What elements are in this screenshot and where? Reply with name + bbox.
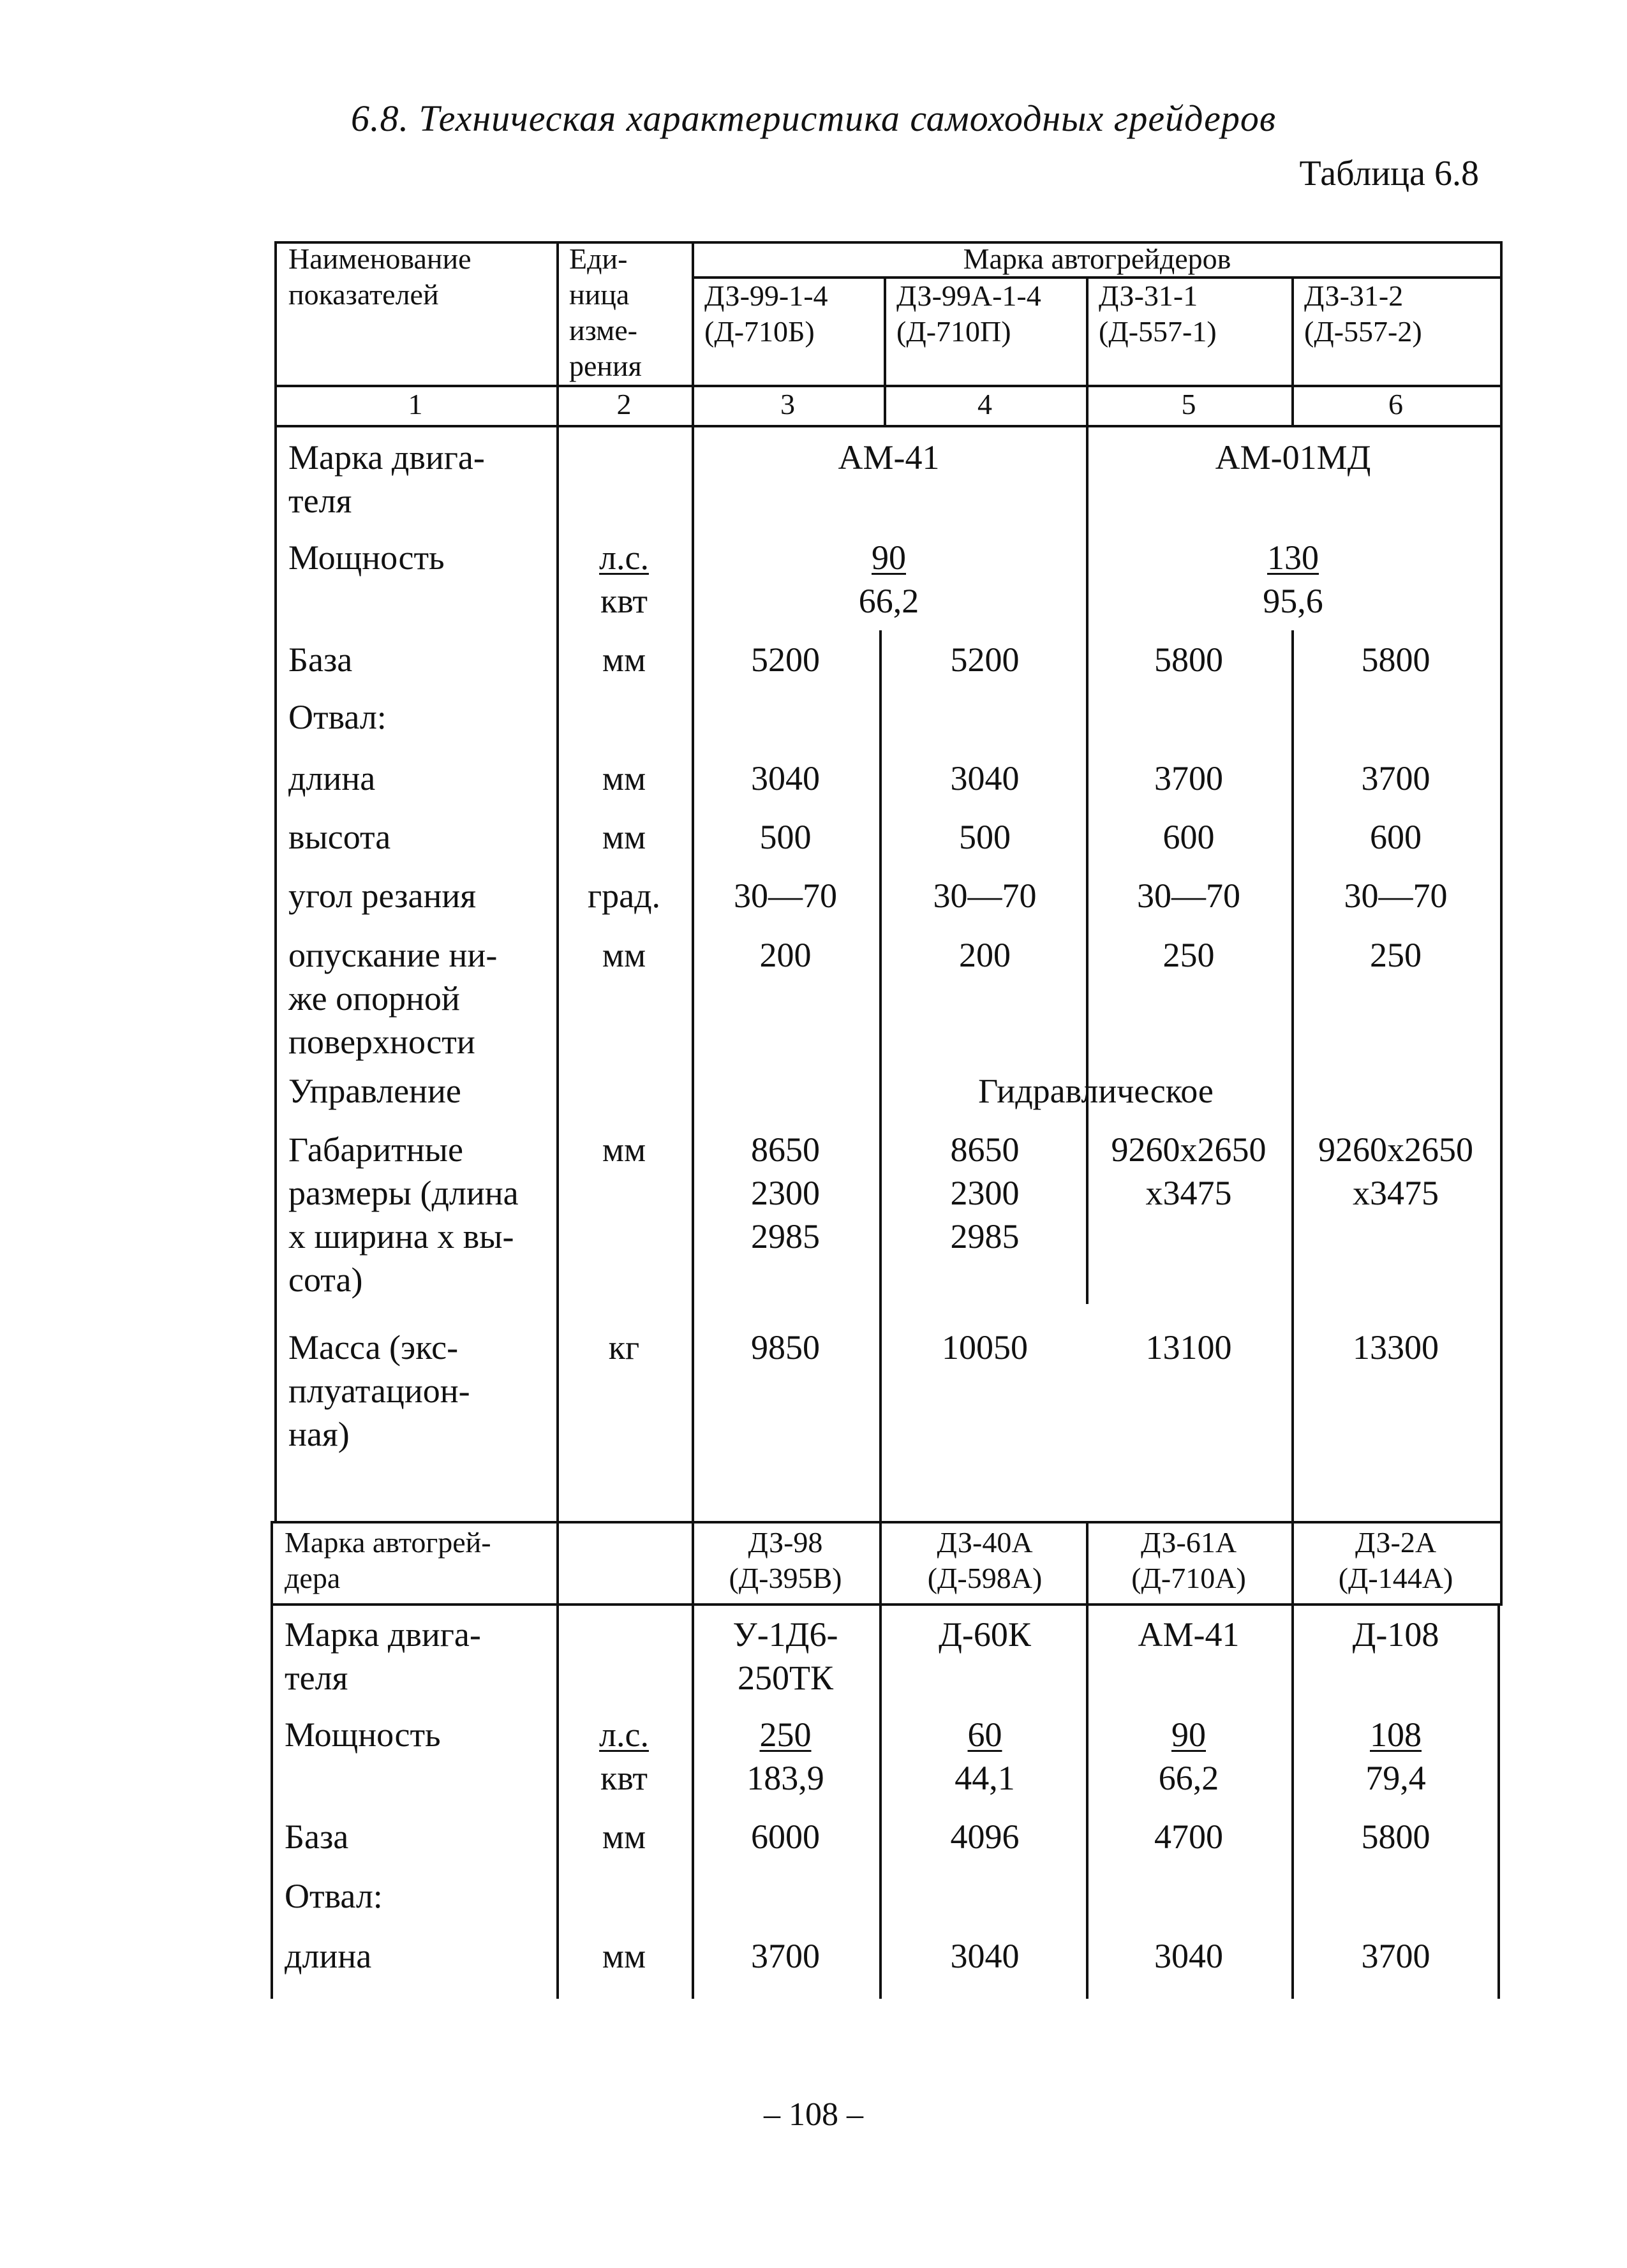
value-cell: АМ-41 [1138,1615,1240,1654]
control-value: Гидравлическое [978,1072,1214,1110]
col-number: 2 [616,388,632,420]
value-cell: 250 [1370,936,1422,974]
header-unit: Еди- ница изме- рения [569,242,642,382]
value-cell: 500 [959,818,1011,856]
unit-cell: мм [602,759,646,797]
rule-section-top [271,1521,1503,1523]
value-cell: 250 [1163,936,1215,974]
row-label-length: длина [285,1937,372,1975]
value-cell: 9260x2650 x3475 [1318,1130,1473,1212]
value-cell: 5800 [1154,641,1223,679]
row-label-lowering: опускание ни- же опорной поверхности [288,936,498,1061]
value-cell: 600 [1370,818,1422,856]
row-label-control: Управление [288,1072,461,1110]
value-cell: ДЗ-98 (Д-395В) [729,1526,842,1594]
value-cell: 6000 [751,1818,820,1856]
value-cell: 3700 [1361,759,1430,797]
value-cell: 13300 [1353,1328,1439,1367]
power-kw: 183,9 [747,1759,824,1797]
table-label: Таблица 6.8 [1299,154,1479,193]
value-cell: 4700 [1154,1818,1223,1856]
value-cell: Д-108 [1352,1615,1439,1654]
col-number: 4 [977,388,992,420]
unit-cell: кг [608,1328,640,1367]
value-cell: 5800 [1361,1818,1430,1856]
row-label-grader-brand: Марка автогрей- дера [285,1526,491,1594]
header-model-2: ДЗ-99А-1-4 (Д-710П) [896,279,1041,348]
row-label-blade: Отвал: [288,698,387,736]
value-cell: ДЗ-40А (Д-598А) [927,1526,1043,1594]
power-kw: 44,1 [955,1759,1015,1797]
row-label-height: высота [288,818,391,856]
col-number: 5 [1181,388,1196,420]
value-cell: ДЗ-61А (Д-710А) [1131,1526,1246,1594]
value-cell: Д-60К [939,1615,1031,1654]
value-cell: 3700 [751,1937,820,1975]
row-label-power: Мощность [285,1716,441,1754]
value-cell: 200 [959,936,1011,974]
row-label-mass: Масса (экс- плуатацион- ная) [288,1328,470,1453]
value-cell: 9260x2650 x3475 [1111,1130,1267,1212]
value-cell: 200 [759,936,812,974]
power-hp-34: 130 [1267,538,1319,577]
value-cell: 4096 [950,1818,1020,1856]
value-cell: 3040 [1154,1937,1223,1975]
unit-kw: квт [600,582,648,620]
table-caption: 6.8. Техническая характеристика самоходных грейдеров [350,98,1277,139]
rule-left-lower [271,1521,273,1999]
row-label-dimensions: Габаритные размеры (длина х ширина х вы- сота) [288,1130,519,1299]
col-number: 1 [408,388,423,420]
unit-cell: мм [602,1130,646,1169]
value-cell: 13100 [1145,1328,1232,1367]
header-name: Наименование показателей [288,242,472,311]
row-label-angle: угол резания [288,877,477,915]
row-label-engine: Марка двига- теля [288,438,485,520]
power-hp: 60 [967,1716,1002,1754]
power-kw-12: 66,2 [858,582,919,620]
value-cell: 30—70 [734,877,837,915]
power-hp: 90 [1171,1716,1206,1754]
value-cell: 5800 [1361,641,1430,679]
row-label-engine: Марка двига- теля [285,1615,481,1697]
value-cell: У-1Д6- 250ТК [732,1615,838,1697]
rule-section-bottom [271,1603,1503,1606]
header-model-4: ДЗ-31-2 (Д-557-2) [1304,279,1422,348]
row-label-blade: Отвал: [285,1877,383,1915]
unit-cell: мм [602,1937,646,1975]
unit-cell: мм [602,936,646,974]
unit-cell: мм [602,1818,646,1856]
row-label-power: Мощность [288,538,445,577]
value-cell: 30—70 [1137,877,1240,915]
engine-value-34: АМ-01МД [1215,438,1371,477]
value-cell: 30—70 [933,877,1037,915]
unit-cell: мм [602,641,646,679]
value-cell: 3040 [950,1937,1020,1975]
value-cell: 3700 [1361,1937,1430,1975]
engine-value-12: АМ-41 [838,438,940,477]
value-cell: ДЗ-2А (Д-144А) [1338,1526,1453,1594]
rule-right [1500,241,1503,1603]
value-cell: 5200 [751,641,820,679]
rule-left [274,241,277,1521]
power-kw: 79,4 [1365,1759,1426,1797]
col-number: 3 [780,388,795,420]
header-brand-group: Марка автогрейдеров [963,242,1231,275]
value-cell: 3040 [751,759,820,797]
page-number: – 108 – [764,2096,863,2133]
rule-colnum-bottom [274,425,1503,427]
col-number: 6 [1388,388,1403,420]
spec-table [274,241,1503,1999]
value-cell: 10050 [942,1328,1028,1367]
value-cell: 8650 2300 2985 [950,1130,1020,1256]
unit-kw: квт [600,1759,648,1797]
value-cell: 500 [759,818,812,856]
row-label-base: База [285,1818,349,1856]
power-hp: 108 [1370,1716,1422,1754]
value-cell: 3700 [1154,759,1223,797]
header-model-3: ДЗ-31-1 (Д-557-1) [1099,279,1217,348]
unit-hp: л.с. [599,538,649,577]
value-cell: 9850 [751,1328,820,1367]
rule-col3-dims [879,1128,882,1521]
value-cell: 600 [1163,818,1215,856]
header-model-1: ДЗ-99-1-4 (Д-710Б) [704,279,828,348]
value-cell: 5200 [950,641,1020,679]
power-kw-34: 95,6 [1263,582,1323,620]
unit-cell: мм [602,818,646,856]
unit-cell: град. [587,877,661,915]
power-kw: 66,2 [1158,1759,1219,1797]
value-cell: 3040 [950,759,1020,797]
power-hp: 250 [759,1716,812,1754]
unit-hp: л.с. [599,1716,649,1754]
row-label-length: длина [288,759,376,797]
row-label-base: База [288,641,353,679]
rule-col3-lower [879,1521,882,1999]
power-hp-12: 90 [872,538,906,577]
value-cell: 30—70 [1344,877,1448,915]
value-cell: 8650 2300 2985 [751,1130,820,1256]
